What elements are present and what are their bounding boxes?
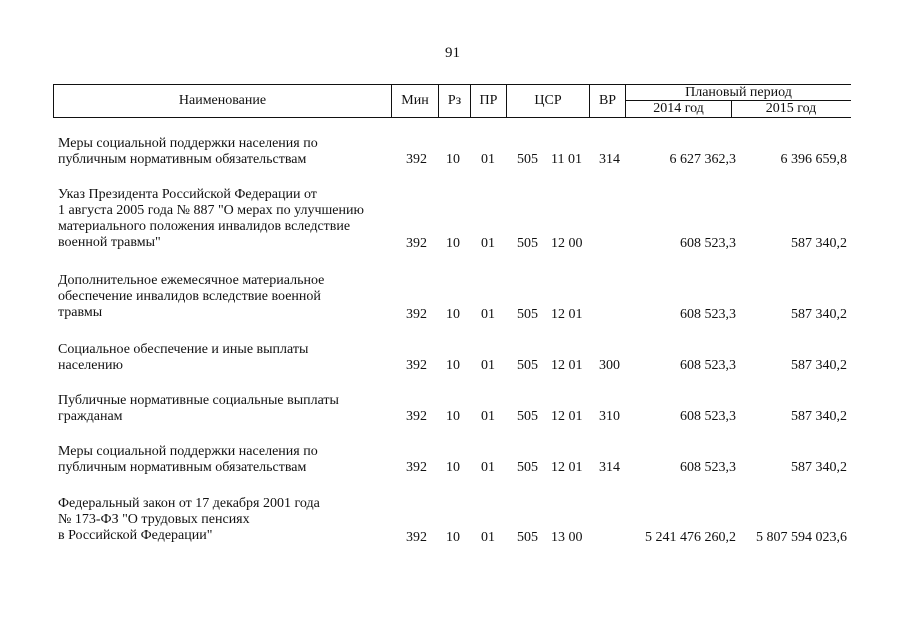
header-plan-period xyxy=(626,85,851,117)
header-plan-period-title: Плановый период xyxy=(626,85,851,101)
row-csr-program: 505 xyxy=(517,409,538,424)
row-name: Указ Президента Российской Федерации от 1 августа 2005 года № 887 "О мерах по улучшению материального положения инвалидов вследствие военной травмы" xyxy=(58,187,364,250)
header-pr: ПР xyxy=(471,85,507,117)
row-rz: 10 xyxy=(446,152,460,167)
row-2014-value: 608 523,3 xyxy=(680,409,736,424)
row-2014-value: 608 523,3 xyxy=(680,307,736,322)
row-csr-item: 12 01 xyxy=(551,307,583,322)
row-rz: 10 xyxy=(446,307,460,322)
row-2015-value: 587 340,2 xyxy=(791,460,847,475)
row-2015-value: 587 340,2 xyxy=(791,307,847,322)
row-name: Меры социальной поддержки населения по публичным нормативным обязательствам xyxy=(58,444,318,475)
row-csr-item: 12 01 xyxy=(551,409,583,424)
row-2015-value: 5 807 594 023,6 xyxy=(756,530,847,545)
row-rz: 10 xyxy=(446,236,460,251)
header-year-2015: 2015 год xyxy=(765,101,817,116)
row-csr-program: 505 xyxy=(517,530,538,545)
row-csr-item: 11 01 xyxy=(551,152,582,167)
row-name: Дополнительное ежемесячное материальное обеспечение инвалидов вследствие военной травмы xyxy=(58,273,325,320)
row-2015-value: 587 340,2 xyxy=(791,358,847,373)
row-vr: 314 xyxy=(599,460,620,475)
row-name: Публичные нормативные социальные выплаты гражданам xyxy=(58,393,339,424)
row-vr: 300 xyxy=(599,358,620,373)
row-2015-value: 6 396 659,8 xyxy=(780,152,847,167)
row-2014-value: 608 523,3 xyxy=(680,236,736,251)
row-2014-value: 608 523,3 xyxy=(680,358,736,373)
row-pr: 01 xyxy=(481,530,495,545)
row-csr-program: 505 xyxy=(517,307,538,322)
row-pr: 01 xyxy=(481,460,495,475)
row-min: 392 xyxy=(406,307,427,322)
row-min: 392 xyxy=(406,530,427,545)
header-csr: ЦСР xyxy=(507,85,590,117)
row-2014-value: 6 627 362,3 xyxy=(669,152,736,167)
header-min: Мин xyxy=(392,85,439,117)
row-vr: 314 xyxy=(599,152,620,167)
row-vr: 310 xyxy=(599,409,620,424)
header-vr: ВР xyxy=(590,85,626,117)
row-2015-value: 587 340,2 xyxy=(791,409,847,424)
table-header xyxy=(53,84,851,118)
row-csr-program: 505 xyxy=(517,358,538,373)
row-rz: 10 xyxy=(446,358,460,373)
row-rz: 10 xyxy=(446,530,460,545)
row-pr: 01 xyxy=(481,307,495,322)
row-csr-item: 12 01 xyxy=(551,460,583,475)
row-rz: 10 xyxy=(446,460,460,475)
page-number: 91 xyxy=(445,45,460,61)
row-2015-value: 587 340,2 xyxy=(791,236,847,251)
row-pr: 01 xyxy=(481,236,495,251)
header-name: Наименование xyxy=(54,85,392,117)
row-name: Федеральный закон от 17 декабря 2001 года № 173-ФЗ "О трудовых пенсиях в Российской Федерации" xyxy=(58,496,320,543)
row-csr-program: 505 xyxy=(517,236,538,251)
row-csr-program: 505 xyxy=(517,152,538,167)
header-year-2014: 2014 год xyxy=(626,100,732,117)
row-csr-item: 13 00 xyxy=(551,530,583,545)
row-csr-item: 12 01 xyxy=(551,358,583,373)
row-pr: 01 xyxy=(481,409,495,424)
row-min: 392 xyxy=(406,152,427,167)
row-csr-item: 12 00 xyxy=(551,236,583,251)
row-name: Меры социальной поддержки населения по публичным нормативным обязательствам xyxy=(58,136,318,167)
row-min: 392 xyxy=(406,358,427,373)
row-csr-program: 505 xyxy=(517,460,538,475)
row-name: Социальное обеспечение и иные выплаты населению xyxy=(58,342,309,373)
row-2014-value: 608 523,3 xyxy=(680,460,736,475)
row-min: 392 xyxy=(406,236,427,251)
row-rz: 10 xyxy=(446,409,460,424)
row-min: 392 xyxy=(406,460,427,475)
row-2014-value: 5 241 476 260,2 xyxy=(645,530,736,545)
row-min: 392 xyxy=(406,409,427,424)
row-pr: 01 xyxy=(481,358,495,373)
header-rz: Рз xyxy=(439,85,471,117)
row-pr: 01 xyxy=(481,152,495,167)
